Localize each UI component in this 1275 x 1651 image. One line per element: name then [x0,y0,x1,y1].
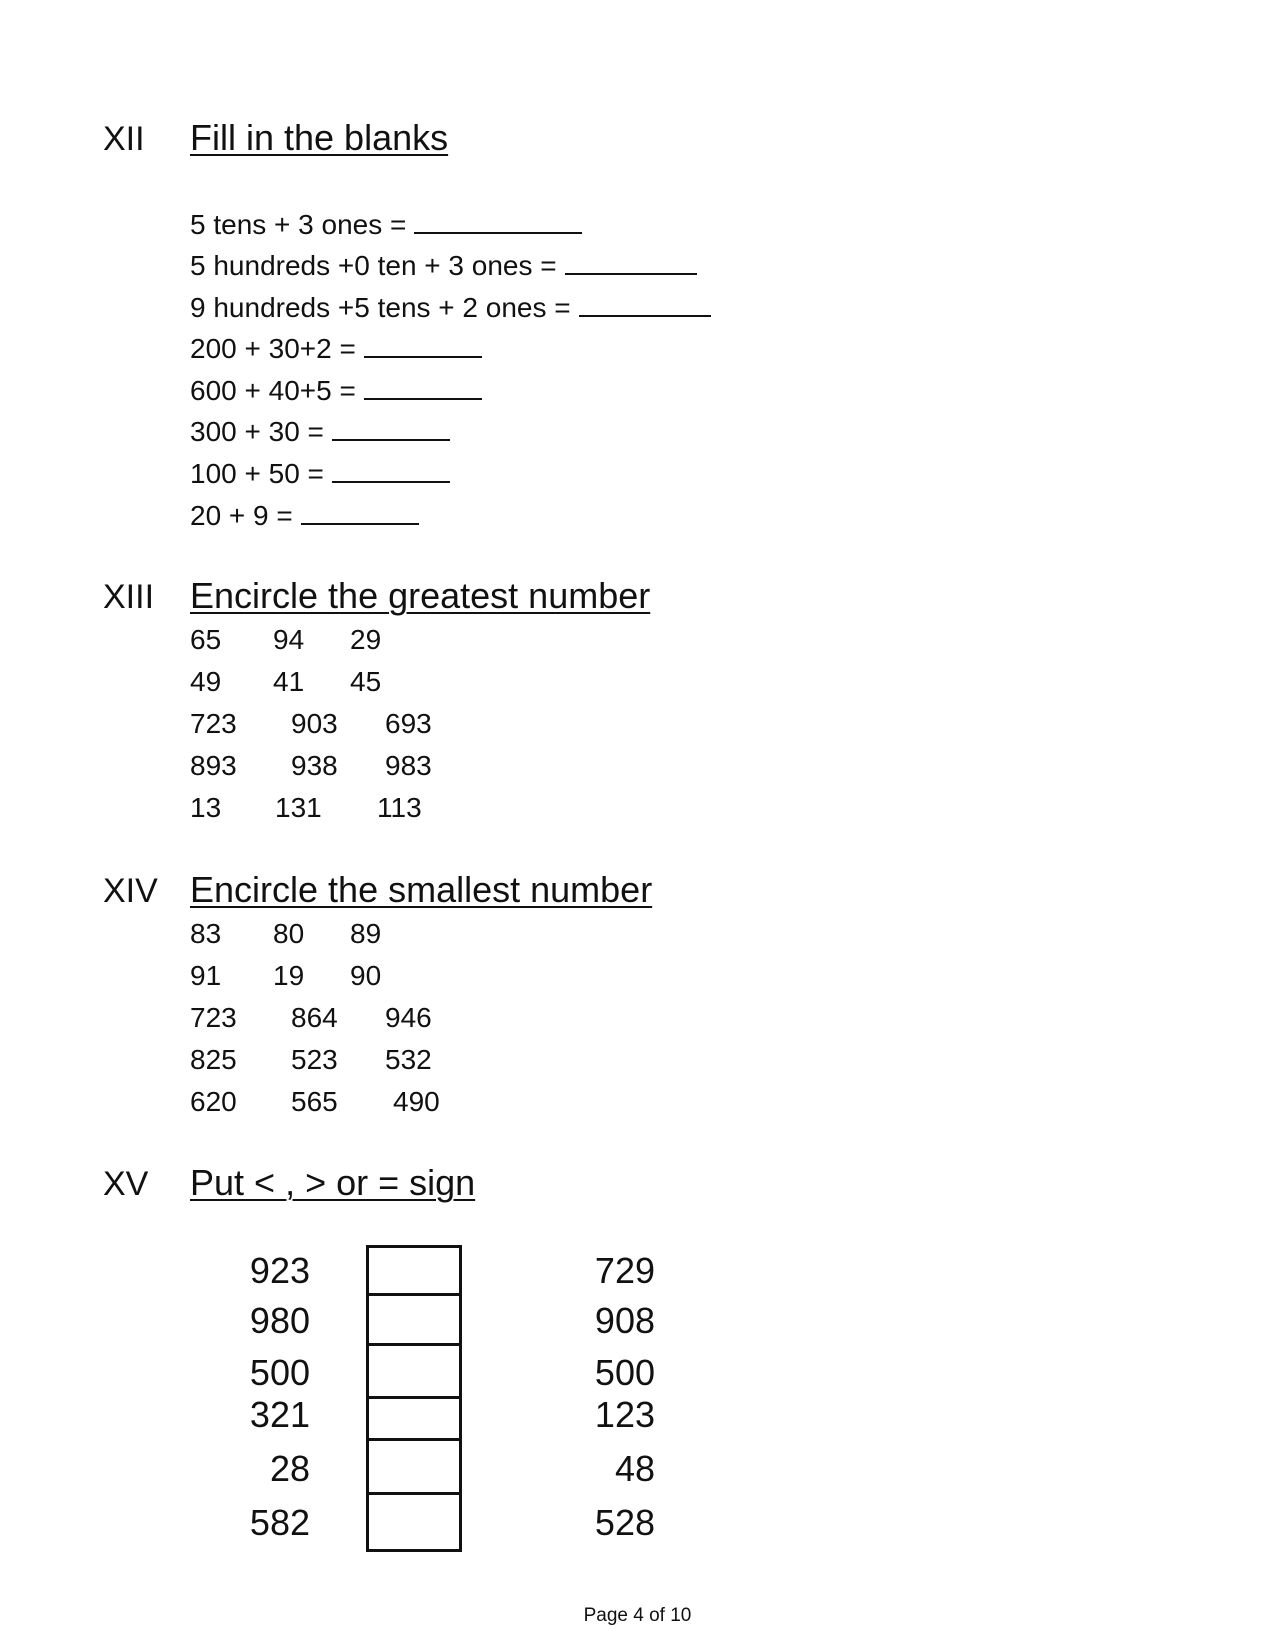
section-xii-numeral: XII [103,120,145,158]
sign-box[interactable] [369,1296,459,1346]
section-xv-title: Put < , > or = sign [190,1162,476,1203]
compare-left-number: 582 [249,1502,310,1543]
answer-blank[interactable] [579,293,711,317]
number-option[interactable]: 13 [190,792,222,823]
fill-item-text: 9 hundreds +5 tens + 2 ones = [190,292,571,323]
number-option[interactable]: 532 [385,1044,432,1075]
answer-blank[interactable] [332,417,450,441]
fill-item-text: 5 tens + 3 ones = [190,209,407,240]
compare-right-number: 528 [594,1502,655,1543]
number-option[interactable]: 113 [377,792,422,823]
compare-right-number: 123 [594,1394,655,1435]
answer-blank[interactable] [364,376,482,400]
number-option[interactable]: 90 [350,960,382,991]
fill-item [190,500,419,532]
number-option[interactable]: 91 [190,960,222,991]
fill-item-text: 100 + 50 = [190,458,324,489]
section-xiii-title: Encircle the greatest number [190,575,651,616]
number-option[interactable]: 825 [190,1044,237,1075]
number-option[interactable]: 523 [291,1044,338,1075]
section-xiv-numeral: XIV [103,872,158,910]
number-option[interactable]: 131 [275,792,322,823]
answer-blank[interactable] [332,459,450,483]
number-option[interactable]: 29 [350,624,382,655]
number-option[interactable]: 565 [291,1086,338,1117]
number-option[interactable]: 893 [190,750,237,781]
answer-blank[interactable] [414,210,582,234]
compare-right-number: 908 [594,1300,655,1341]
section-xv-numeral: XV [103,1165,149,1203]
answer-blank[interactable] [565,251,697,275]
number-option[interactable]: 65 [190,624,222,655]
fill-item-text: 20 + 9 = [190,500,293,531]
section-xiv-title: Encircle the smallest number [190,869,653,910]
sign-box[interactable] [369,1248,459,1296]
number-option[interactable]: 620 [190,1086,237,1117]
page-number: Page 4 of 10 [583,1605,692,1626]
fill-item-text: 600 + 40+5 = [190,375,356,406]
number-option[interactable]: 864 [291,1002,338,1033]
compare-left-number: 321 [249,1394,310,1435]
fill-item [190,333,482,365]
compare-left-number: 500 [249,1352,310,1393]
sign-box-column [366,1245,462,1552]
number-option[interactable]: 45 [350,666,382,697]
number-option[interactable]: 723 [190,1002,237,1033]
fill-item-text: 200 + 30+2 = [190,333,356,364]
fill-item [190,416,450,448]
fill-item-text: 5 hundreds +0 ten + 3 ones = [190,250,557,281]
number-option[interactable]: 41 [273,666,305,697]
number-option[interactable]: 903 [291,708,338,739]
number-option[interactable]: 983 [385,750,432,781]
sign-box[interactable] [369,1399,459,1441]
compare-right-number: 729 [594,1250,655,1291]
number-option[interactable]: 19 [273,960,305,991]
fill-item [190,250,697,282]
fill-item-text: 300 + 30 = [190,416,324,447]
section-xii-title: Fill in the blanks [190,117,449,158]
answer-blank[interactable] [364,334,482,358]
answer-blank[interactable] [301,501,419,525]
fill-item [190,292,711,324]
fill-item [190,209,582,241]
number-option[interactable]: 723 [190,708,237,739]
fill-item [190,458,450,490]
fill-item [190,375,482,407]
number-option[interactable]: 80 [273,918,305,949]
number-option[interactable]: 946 [385,1002,432,1033]
number-option[interactable]: 94 [273,624,305,655]
compare-right-number: 48 [614,1448,655,1489]
sign-box[interactable] [369,1346,459,1399]
sign-box[interactable] [369,1441,459,1495]
compare-left-number: 980 [249,1300,310,1341]
section-xiii-numeral: XIII [103,578,155,616]
number-option[interactable]: 938 [291,750,338,781]
number-option[interactable]: 693 [385,708,432,739]
compare-right-number: 500 [594,1352,655,1393]
number-option[interactable]: 83 [190,918,222,949]
compare-left-number: 28 [269,1448,310,1489]
compare-left-number: 923 [249,1250,310,1291]
sign-box[interactable] [369,1495,459,1549]
number-option[interactable]: 89 [350,918,382,949]
number-option[interactable]: 49 [190,666,222,697]
number-option[interactable]: 490 [393,1086,440,1117]
